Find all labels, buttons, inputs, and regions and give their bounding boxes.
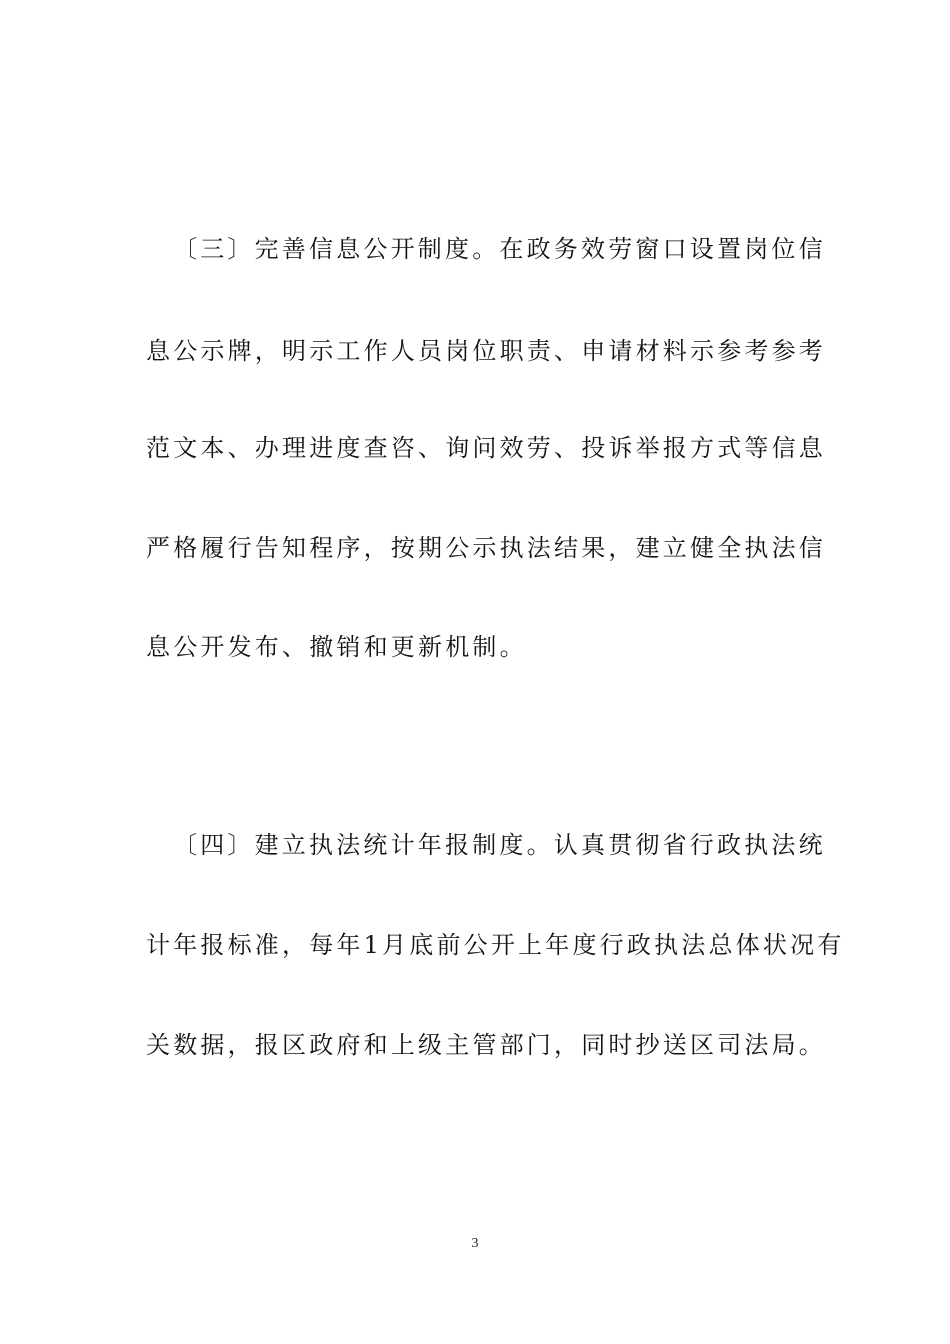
paragraph-3-line-5: 息公开发布、撤销和更新机制。 [146,633,527,661]
paragraph-3-line-2: 息公示牌，明示工作人员岗位职责、申请材料示参考参考 [146,337,826,365]
paragraph-4-line-3: 关数据，报区政府和上级主管部门，同时抄送区司法局。 [146,1031,826,1059]
paragraph-3-line-1: 〔三〕完善信息公开制度。在政务效劳窗口设置岗位信 [173,235,826,263]
page-number: 3 [471,1236,479,1251]
paragraph-4-line-1: 〔四〕建立执法统计年报制度。认真贯彻省行政执法统 [173,831,826,859]
paragraph-3-line-4: 严格履行告知程序，按期公示执法结果，建立健全执法信 [146,534,826,562]
paragraph-4-line-2: 计年报标准，每年1月底前公开上年度行政执法总体状况有 [146,931,845,959]
paragraph-3-line-3: 范文本、办理进度查咨、询问效劳、投诉举报方式等信息 [146,434,826,462]
